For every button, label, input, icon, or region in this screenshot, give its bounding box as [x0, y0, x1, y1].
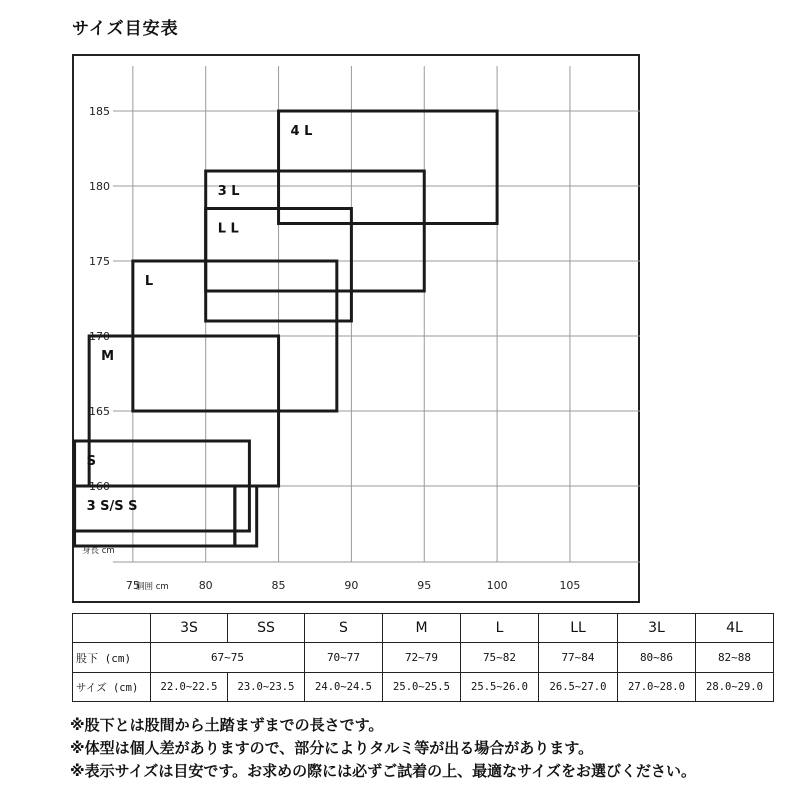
- header-cell: 3L: [618, 614, 696, 643]
- header-cell: SS: [228, 614, 305, 643]
- y-tick-label: 185: [89, 105, 110, 118]
- inseam-label: 股下 (cm): [73, 643, 151, 673]
- size-box-label: M: [101, 349, 115, 364]
- inseam-cell: 80~86: [618, 643, 696, 673]
- x-tick-label: 75: [125, 579, 140, 592]
- x-tick-label: 90: [344, 579, 359, 592]
- header-cell: L: [461, 614, 539, 643]
- size-box-label: L L: [217, 221, 239, 237]
- foot-size-row: [73, 673, 774, 702]
- foot-size-cell: 22.0~22.5: [151, 673, 228, 702]
- notes: [70, 714, 696, 783]
- foot-size-cell: 25.5~26.0: [461, 673, 539, 702]
- x-tick-label: 105: [559, 579, 581, 592]
- foot-size-cell: 25.0~25.5: [383, 673, 461, 702]
- chart-title: サイズ目安表: [72, 19, 179, 39]
- foot-size-label: サイズ (cm): [73, 673, 151, 702]
- y-tick-label: 175: [89, 255, 110, 268]
- inseam-cell: 67~75: [151, 643, 305, 673]
- foot-size-cell: 24.0~24.5: [305, 673, 383, 702]
- size-box-label: 4 L: [290, 124, 313, 139]
- x-axis-label: 胴囲 cm: [136, 582, 169, 592]
- x-tick-label: 100: [486, 579, 508, 592]
- y-tick-label: 160: [89, 480, 110, 493]
- foot-size-cell: 26.5~27.0: [539, 673, 618, 702]
- note-line: ※表示サイズは目安です。お求めの際には必ずご試着の上、最適なサイズをお選びください。: [70, 762, 696, 780]
- inseam-cell: 70~77: [305, 643, 383, 673]
- header-cell: 4L: [696, 614, 774, 643]
- note-line: ※体型は個人差がありますので、部分によりタルミ等が出る場合があります。: [70, 739, 594, 757]
- inseam-cell: 77~84: [539, 643, 618, 673]
- header-cell: [73, 614, 151, 643]
- foot-size-cell: 23.0~23.5: [228, 673, 305, 702]
- x-tick-label: 80: [198, 579, 213, 592]
- size-table: [72, 613, 774, 702]
- note-line: ※股下とは股間から土踏まずまでの長さです。: [70, 716, 384, 734]
- size-box: [235, 486, 257, 546]
- size-table-header-row: [73, 614, 774, 643]
- header-cell: LL: [539, 614, 618, 643]
- size-box-label: 3 L: [217, 184, 240, 199]
- header-cell: M: [383, 614, 461, 643]
- foot-size-cell: 28.0~29.0: [696, 673, 774, 702]
- x-tick-label: 95: [417, 579, 432, 592]
- y-tick-label: 170: [89, 330, 110, 343]
- header-cell: S: [305, 614, 383, 643]
- size-box-label: S: [86, 454, 96, 469]
- size-box: [75, 486, 235, 546]
- inseam-cell: 72~79: [383, 643, 461, 673]
- y-axis-label: 身長 cm: [82, 546, 115, 556]
- inseam-cell: 75~82: [461, 643, 539, 673]
- y-tick-label: 180: [89, 180, 110, 193]
- y-tick-label: 165: [89, 405, 110, 418]
- inseam-cell: 82~88: [696, 643, 774, 673]
- inseam-row: [73, 643, 774, 673]
- x-tick-label: 85: [271, 579, 286, 592]
- size-box-label: L: [144, 274, 154, 289]
- foot-size-cell: 27.0~28.0: [618, 673, 696, 702]
- header-cell: 3S: [151, 614, 228, 643]
- size-box-label: 3 S/S S: [86, 499, 138, 514]
